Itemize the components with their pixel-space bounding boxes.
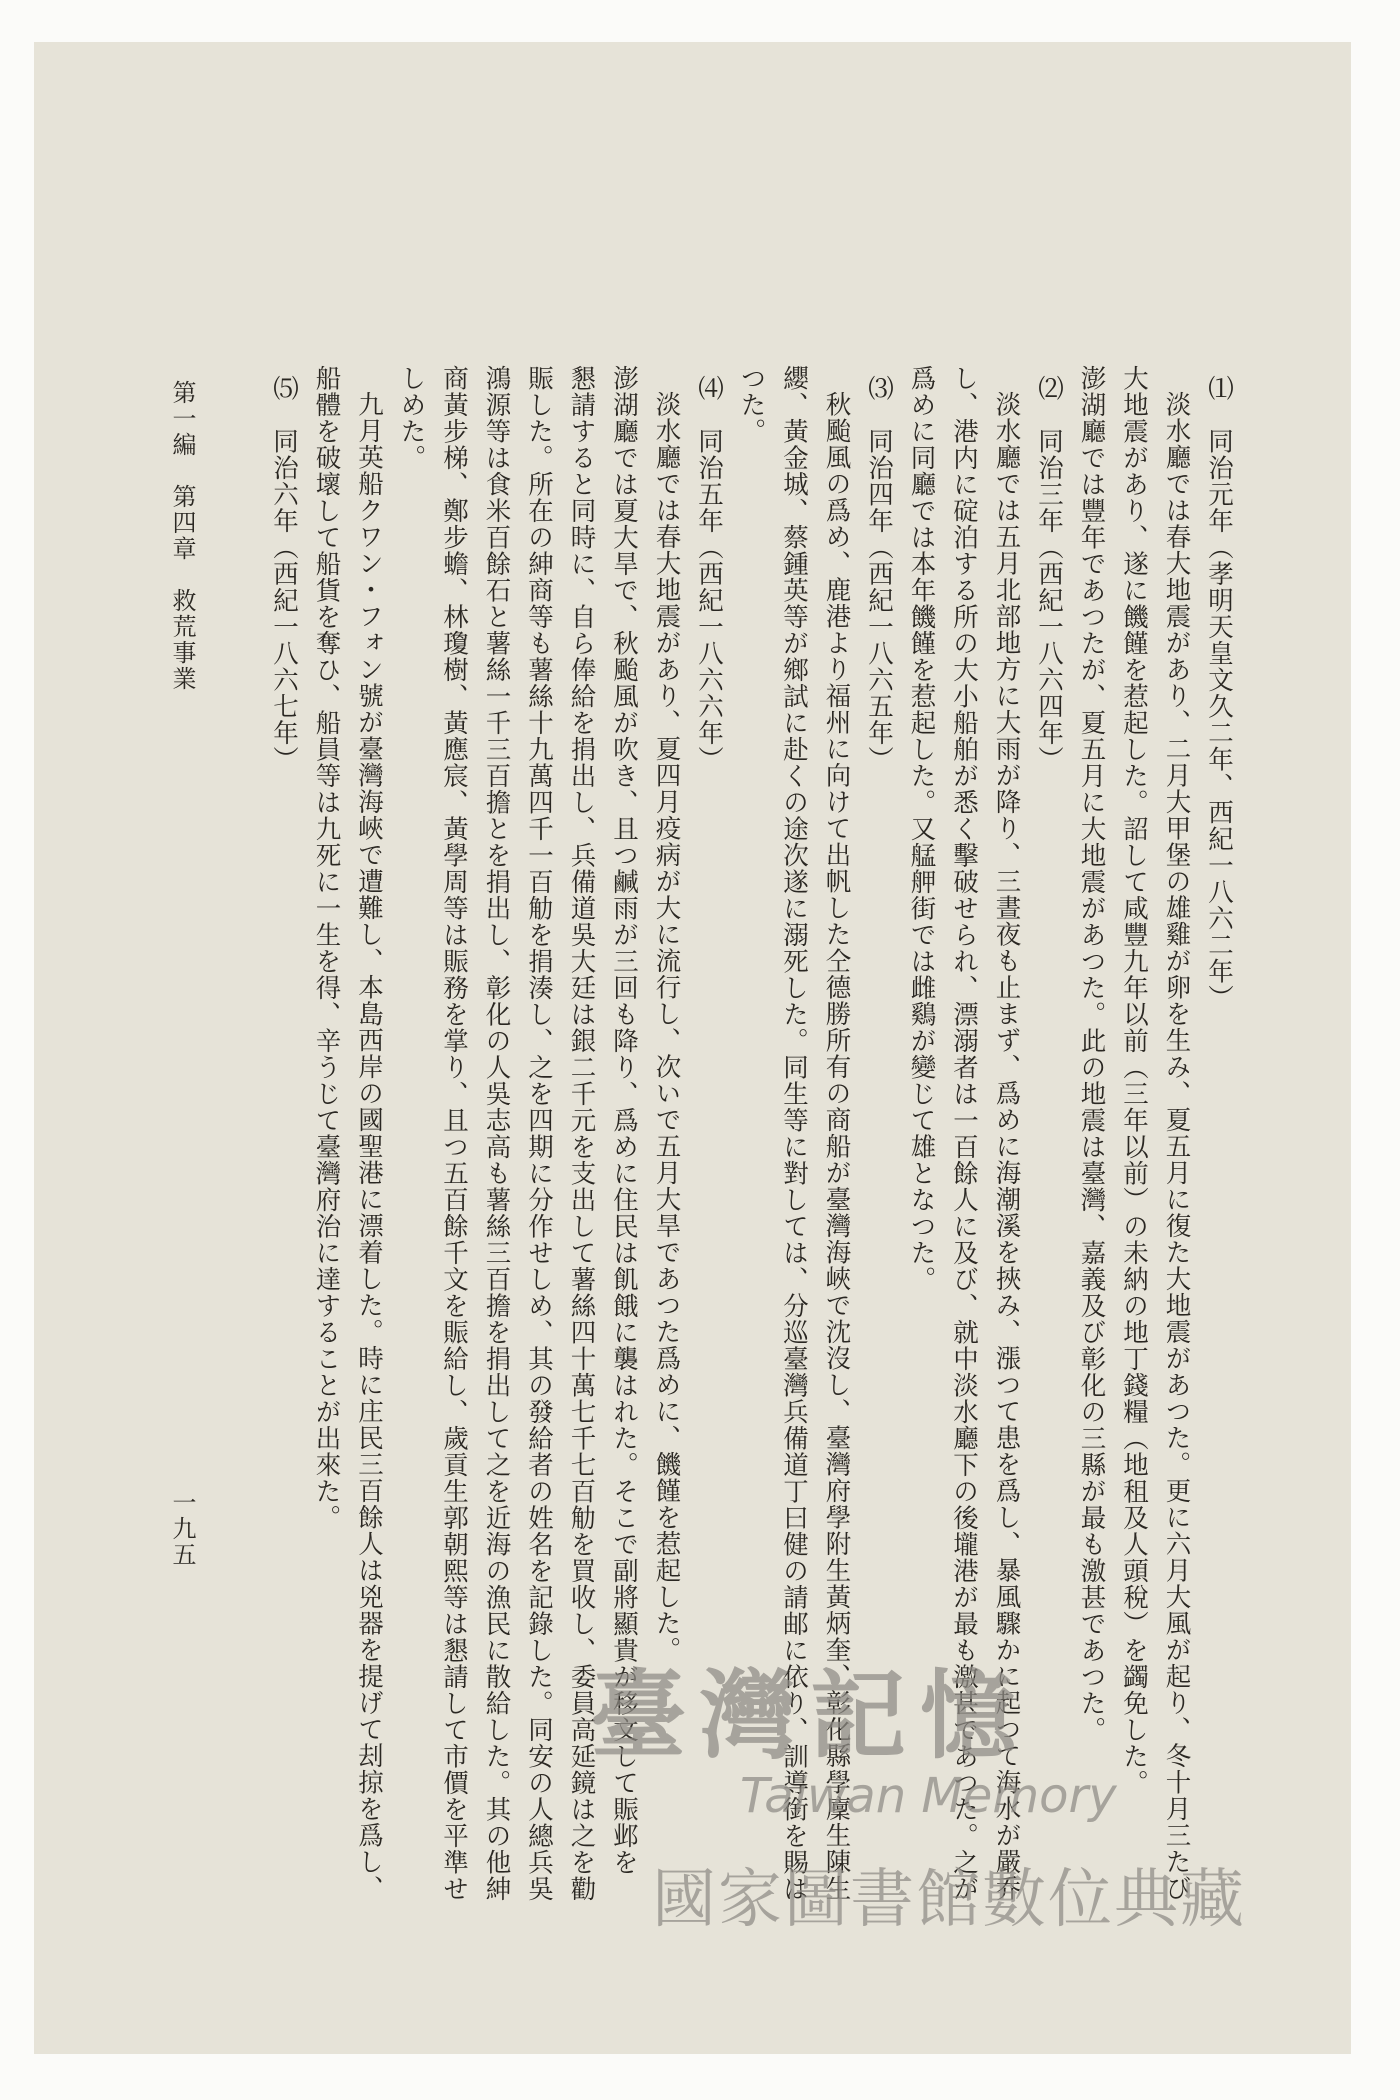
text-line: ⑸ 同治六年（西紀一八六七年） <box>269 375 299 773</box>
text-line: ⑶ 同治四年（西紀一八六五年） <box>864 375 894 773</box>
text-line: ⑵ 同治三年（西紀一八六四年） <box>1034 375 1064 773</box>
watermark-english: Taiwan Memory <box>740 1768 1117 1824</box>
text-line: ⑷ 同治五年（西紀一八六六年） <box>694 375 724 773</box>
text-line: 鴻源等は食米百餘石と薯絲一千三百擔とを捐出し、彰化の人吳志高も薯絲三百擔を捐出して之を近海の漁民に散給した。其の他紳 <box>481 365 512 1902</box>
text-line: つた。 <box>736 365 767 445</box>
text-line: しめた。 <box>396 365 427 471</box>
text-line: 淡水廳では五月北部地方に大雨が降り、三晝夜も止まず、爲めに海潮溪を挾み、漲つて患を爲し、暴風驟かに起つて海水が嚴乔 <box>991 391 1022 1902</box>
watermark-library-name: 國家圖書館數位典藏 <box>652 1863 1246 1937</box>
text-line: 秋颱風の爲め、鹿港より福州に向けて出帆した仝德勝所有の商船が臺灣海峽で沈沒し、臺灣府學附生黃炳奎、彰化縣學廩生陳生 <box>821 391 852 1902</box>
text-line: ⑴ 同治元年（孝明天皇文久二年、西紀一八六二年） <box>1204 375 1234 1011</box>
text-line: 九月英船クワン・フォン號が臺灣海峽で遭難し、本島西岸の國聖港に漂着した。時に庄民三百餘人は兇器を提げて刦掠を爲し、 <box>354 391 384 1902</box>
text-line: 淡水廳では春大地震があり、二月大甲堡の雄雞が卵を生み、夏五月に復た大地震があつた。更に六月大風が起り、冬十月三たび <box>1161 391 1192 1902</box>
chapter-title: 第一編 第四章 救荒事業 <box>168 380 196 692</box>
text-line: 爲めに同廳では本年饑饉を惹起した。又艋舺街では雌鷄が變じて雄となつた。 <box>906 365 937 1293</box>
page-footer <box>165 380 200 1880</box>
text-line: し、港内に碇泊する所の大小船舶が悉く擊破せられ、漂溺者は一百餘人に及び、就中淡水廳下の後壠港が最も激甚であつた。之が <box>949 365 979 1902</box>
text-line: 纓、黃金城、蔡鍾英等が鄉試に赴くの途次遂に溺死した。同生等に對しては、分巡臺灣兵備道丁曰健の請邮に依り、訓導銜を賜は <box>779 365 809 1902</box>
text-line: 淡水廳では春大地震があり、夏四月疫病が大に流行し、次いで五月大旱であつた爲めに、饑饉を惹起した。 <box>651 391 682 1663</box>
text-line: 大地震があり、遂に饑饉を惹起した。詔して咸豐九年以前（三年以前）の未納の地丁錢糧（地租及人頭稅）を蠲免した。 <box>1119 365 1149 1796</box>
text-line: 船體を破壞して船貨を奪ひ、船員等は九死に一生を得、辛うじて臺灣府治に達することが出來た。 <box>311 365 342 1531</box>
page-number: 一九五 <box>168 1490 196 1568</box>
text-line: 賑した。所在の紳商等も薯絲十九萬四千一百觔を捐湊し、之を四期に分作せしめ、其の發給者の姓名を記錄した。同安の人總兵吳 <box>524 365 554 1902</box>
text-line: 澎湖廳では夏大旱で、秋颱風が吹き、且つ鹹雨が三回も降り、爲めに住民は飢餓に襲はれた。そこで副將顯貴が移文して賑邺を <box>609 365 639 1876</box>
watermark-calligraphy: 臺灣記憶 <box>590 1659 1030 1772</box>
text-line: 商黃步梯、鄭步蟾、林瓊樹、黃應宸、黃學周等は賑務を掌り、且つ五百餘千文を賑給し、歲貢生郭朝熙等は懇請して市價を平準せ <box>439 365 469 1902</box>
text-line: 懇請すると同時に、自ら俸給を捐出し、兵備道吳大廷は銀二千元を支出して薯絲四十萬七千七百觔を買收し、委員高延鏡は之を勸 <box>566 365 597 1902</box>
watermark <box>590 1640 1290 1940</box>
text-line: 澎湖廳では豐年であつたが、夏五月に大地震があつた。此の地震は臺灣、嘉義及び彰化の三縣が最も激甚であつた。 <box>1076 365 1107 1743</box>
